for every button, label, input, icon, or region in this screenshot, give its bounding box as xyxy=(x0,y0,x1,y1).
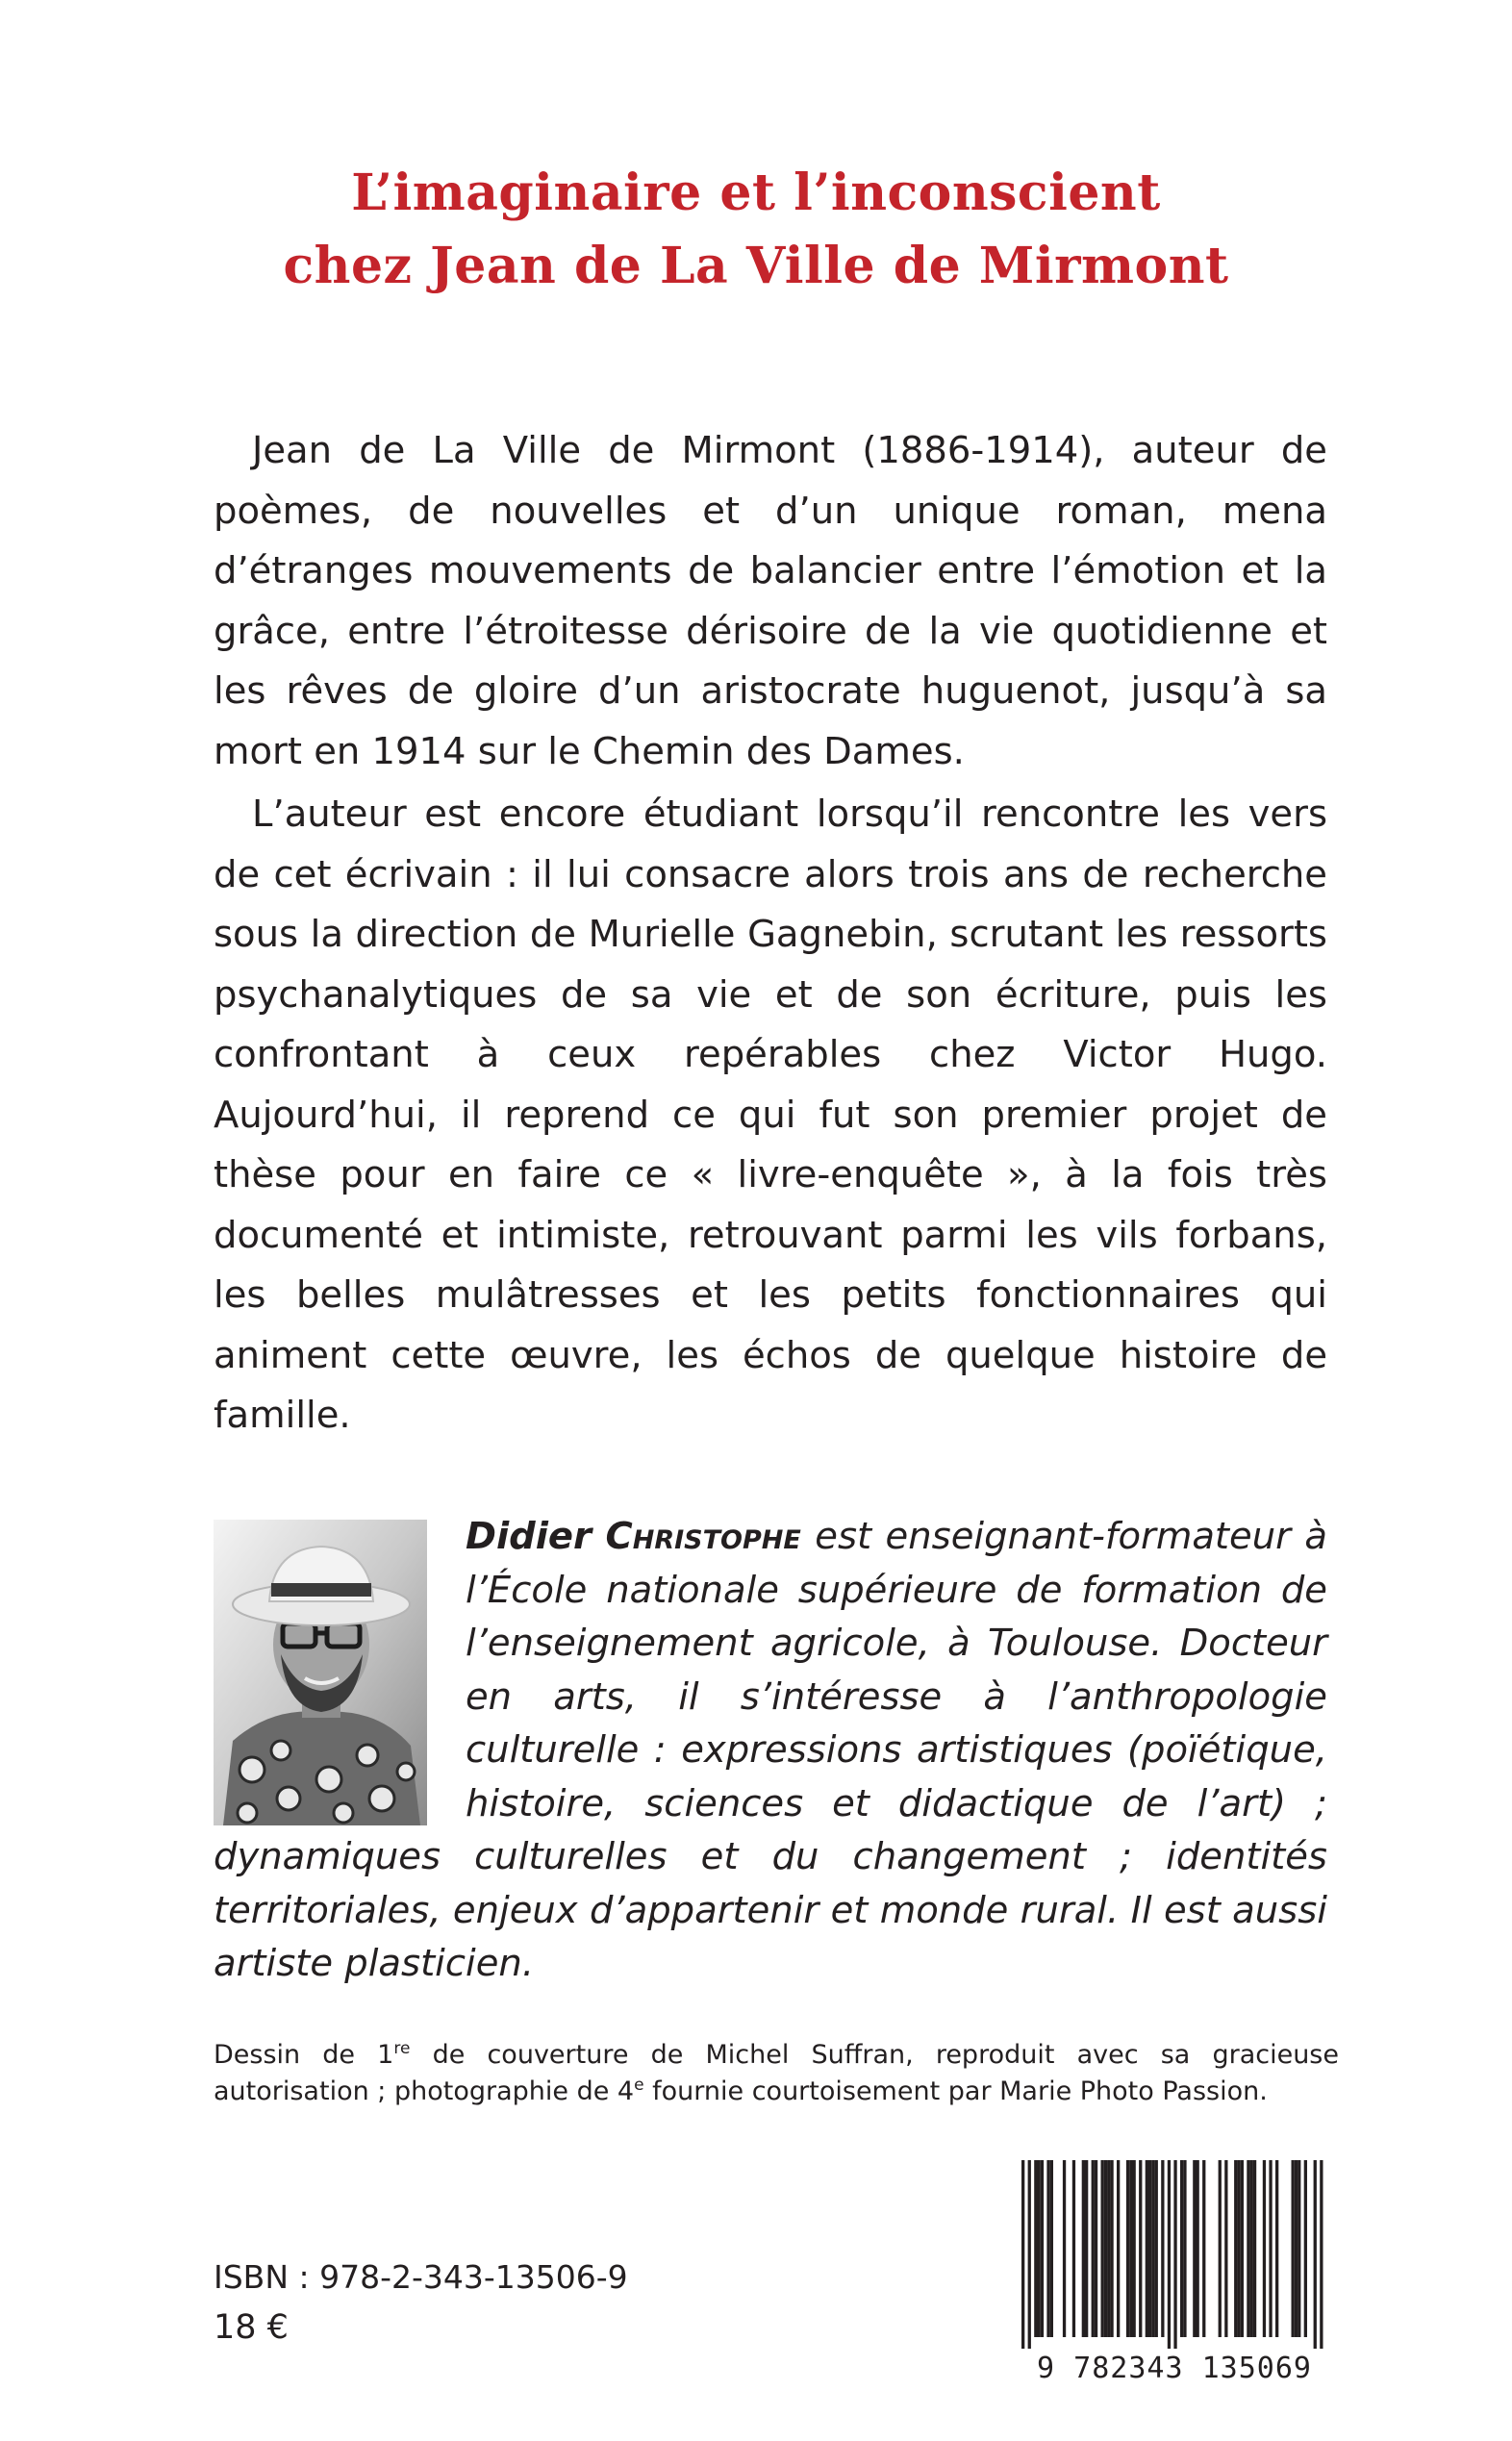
author-photo xyxy=(214,1520,427,1825)
barcode-bar xyxy=(1104,2160,1107,2337)
book-title-line-1: L’imaginaire et l’inconscient xyxy=(351,163,1161,222)
credits-text-3: fournie courtoisement par Marie Photo Passion. xyxy=(643,2076,1268,2106)
barcode-bar xyxy=(1038,2160,1041,2337)
barcode-digits: 9 782343 135069 xyxy=(1037,2352,1312,2383)
isbn-barcode xyxy=(1012,2156,1337,2383)
barcode-bar xyxy=(1269,2160,1272,2337)
book-title-line-2: chez Jean de La Ville de Mirmont xyxy=(283,236,1229,295)
barcode-bar xyxy=(1202,2160,1205,2337)
credits-text-2: de couverture de Michel Suffran, reproduit avec sa gracieuse autorisation ; photographie de 4 xyxy=(214,2040,1339,2106)
barcode-bar xyxy=(1224,2160,1227,2337)
barcode-bar xyxy=(1247,2160,1249,2337)
barcode-bar xyxy=(1101,2160,1104,2337)
barcode-bar xyxy=(1085,2160,1088,2337)
barcode-bar xyxy=(1168,2160,1171,2349)
barcode-bar xyxy=(1034,2160,1037,2337)
barcode-bar xyxy=(1250,2160,1253,2337)
credits-text-1: Dessin de 1 xyxy=(214,2040,394,2070)
barcode-bar xyxy=(1304,2160,1307,2337)
barcode-bar xyxy=(1320,2160,1323,2349)
barcode-bar xyxy=(1151,2160,1154,2337)
price: 18 € xyxy=(214,2308,289,2347)
barcode-bar xyxy=(1110,2160,1113,2337)
book-title xyxy=(0,157,1512,303)
isbn: ISBN : 978-2-343-13506-9 xyxy=(214,2258,628,2296)
credits-superscript-1: re xyxy=(393,2039,411,2058)
barcode-bar xyxy=(1063,2160,1066,2337)
barcode-bar xyxy=(1219,2160,1222,2337)
summary-paragraph-1: Jean de La Ville de Mirmont (1886-1914), auteur de poèmes, de nouvelles et d’un unique roman, mena d’étranges mouvements de balancier entre l’émotion et la grâce, entre l’étroitesse dérisoire de la vie quotidienne et les rêves de gloire d’un aristocrate huguenot, jusqu’à sa mort en 1914 sur le Chemin des Dames. xyxy=(214,429,1327,773)
barcode-bar xyxy=(1095,2160,1097,2337)
barcode-bar xyxy=(1148,2160,1151,2337)
book-summary xyxy=(214,421,1327,1447)
barcode-bar xyxy=(1180,2160,1183,2337)
barcode-bar xyxy=(1082,2160,1085,2337)
author-bio xyxy=(214,1510,1327,1991)
barcode-bar xyxy=(1161,2160,1164,2337)
barcode-bar xyxy=(1129,2160,1132,2337)
barcode-bar xyxy=(1234,2160,1237,2337)
author-portrait-image xyxy=(214,1520,427,1825)
barcode-bar xyxy=(1241,2160,1244,2337)
author-first-name: Didier xyxy=(466,1515,592,1558)
author-last-name: Christophe xyxy=(605,1515,801,1558)
barcode-bar xyxy=(1146,2160,1148,2337)
barcode-bar xyxy=(1275,2160,1278,2337)
barcode-bar xyxy=(1263,2160,1266,2337)
summary-paragraph-2: L’auteur est encore étudiant lorsqu’il rencontre les vers de cet écrivain : il lui consacre alors trois ans de recherche sous la direction de Murielle Gagnebin, scrutant les ressorts psychanalytiques de sa vie et de son écriture, puis les confrontant à ceux repérables chez Victor Hugo. Aujourd’hui, il reprend ce qui fut son premier projet de thèse pour en faire ce « livre-enquête », à la fois très documenté et intimiste, retrouvant parmi les vils forbans, les belles mulâtresses et les petits fonctionnaires qui animent cette œuvre, les échos de quelque histoire de famille. xyxy=(214,793,1327,1437)
credits-superscript-2: e xyxy=(634,2076,644,2095)
barcode-bar xyxy=(1314,2160,1317,2349)
barcode-bar xyxy=(1155,2160,1158,2337)
barcode-bar xyxy=(1292,2160,1295,2337)
barcode-bar xyxy=(1126,2160,1129,2337)
barcode-bar xyxy=(1041,2160,1044,2337)
barcode-bar xyxy=(1107,2160,1110,2337)
barcode-bar xyxy=(1295,2160,1298,2337)
barcode-bar xyxy=(1197,2160,1199,2337)
barcode-bar xyxy=(1173,2160,1176,2349)
barcode-bar xyxy=(1050,2160,1053,2337)
author-bio-text: est enseignant-formateur à l’École nationale supérieure de formation de l’enseignement agricole, à Toulouse. Docteur en arts, il s’intéresse à l’anthropologie culturelle : expressions artistiques (poïétique, histoire, sciences et didactique de l’art) ; dynamiques culturelles et du changement ; identités territoriales, enjeux d’appartenir et monde rural. Il est aussi artiste plasticien. xyxy=(214,1515,1327,1985)
barcode-bar xyxy=(1046,2160,1049,2337)
barcode-bar xyxy=(1092,2160,1095,2337)
barcode-bar xyxy=(1028,2160,1031,2349)
barcode-bar xyxy=(1298,2160,1300,2337)
image-credits xyxy=(214,2037,1339,2110)
barcode-bar xyxy=(1193,2160,1196,2337)
barcode-bar xyxy=(1183,2160,1186,2337)
barcode-bar xyxy=(1072,2160,1075,2337)
barcode-bar xyxy=(1253,2160,1256,2337)
barcode-bar xyxy=(1133,2160,1136,2337)
barcode-bar xyxy=(1237,2160,1240,2337)
barcode-bar xyxy=(1139,2160,1142,2337)
barcode-bar xyxy=(1117,2160,1120,2337)
barcode-bar xyxy=(1021,2160,1024,2349)
